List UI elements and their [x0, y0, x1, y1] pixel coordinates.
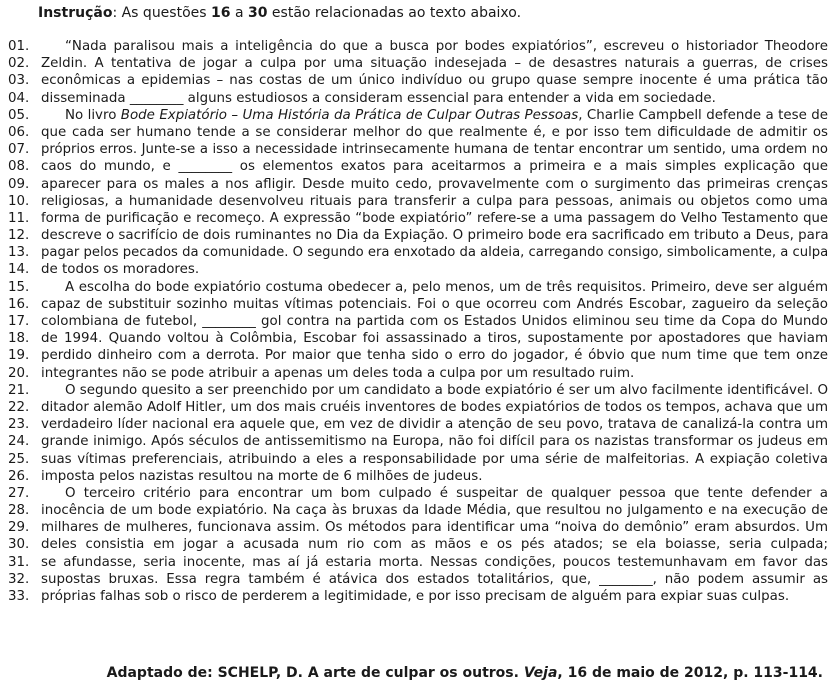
- text-line: [8, 519, 828, 536]
- line-text: se afundasse, seria inocente, mas aí já estaria morta. Nessas condições, poucos testemunhavam em favor das: [41, 554, 828, 570]
- line-number: 02.: [8, 56, 30, 72]
- source-prefix: Adaptado de: SCHELP, D. A arte de culpar os outros.: [106, 665, 524, 681]
- line-text: Zeldin. A tentativa de jogar a culpa por uma situação indesejada – de desastres naturais a guerras, de crises: [41, 56, 828, 72]
- text-line: [8, 124, 828, 141]
- line-text: A escolha do bode expiatório costuma obedecer a, pelo menos, um de três requisitos. Primeiro, deve ser alguém: [65, 279, 828, 295]
- line-number: 26.: [8, 468, 30, 484]
- line-number: 32.: [8, 571, 30, 587]
- text-line: [8, 55, 828, 72]
- line-text: suas vítimas preferenciais, atribuindo a eles a responsabilidade por uma série de malfeitorias. A expiação coletiva: [41, 451, 828, 467]
- line-text: deles consistia em jogar a acusada num rio com as mãos e os pés atados; se ela boiasse, seria culpada;: [41, 537, 828, 553]
- text-line: [8, 210, 828, 227]
- line-text: inocência de um bode expiatório. Na caça às bruxas da Idade Média, que resultou no julgamento e na execução de: [41, 503, 828, 519]
- text-line: [8, 38, 828, 55]
- line-text: “Nada paralisou mais a inteligência do que a busca por bodes expiatórios”, escreveu o historiador Theodore: [65, 39, 828, 54]
- text-line: [8, 416, 828, 433]
- text-line: [8, 571, 828, 588]
- line-number: 10.: [8, 193, 30, 209]
- line-text: de 1994. Quando voltou à Colômbia, Escobar foi assassinado a tiros, supostamente por apostadores que haviam: [41, 331, 828, 347]
- line-text: de todos os moradores.: [41, 262, 200, 278]
- line-text: milhares de mulheres, funcionava assim. Os métodos para identificar uma “noiva do demônio” eram absurdos. Um: [41, 520, 828, 536]
- text-line: [8, 72, 828, 89]
- line-number: 07.: [8, 142, 30, 158]
- line-number: 15.: [8, 279, 30, 295]
- line-text: supostas bruxas. Essa regra também é atávica dos estados totalitários, que, ________, não podem assumir as: [41, 571, 828, 587]
- text-line: [8, 433, 828, 450]
- line-number: 01.: [8, 39, 30, 54]
- text-line: [8, 158, 828, 175]
- line-number: 27.: [8, 485, 30, 501]
- instruction-text: estão relacionadas ao texto abaixo.: [267, 5, 522, 21]
- text-line: [8, 468, 828, 485]
- text-line: [8, 244, 828, 261]
- line-text: imposta pelos nazistas resultou na morte de 6 milhões de judeus.: [41, 468, 483, 484]
- text-line: [8, 502, 828, 519]
- text-line: [8, 193, 828, 210]
- line-text: aparecer para os males a nos afligir. Desde muito cedo, provavelmente com o surgimento das primeiras crenças: [41, 176, 828, 192]
- text-line: [8, 313, 828, 330]
- line-text: O segundo quesito a ser preenchido por um candidato a bode expiatório é ser um alvo facilmente identificável. O: [65, 382, 828, 398]
- text-line: [8, 107, 828, 124]
- line-number: 04.: [8, 90, 30, 106]
- text-line: [8, 330, 828, 347]
- line-text: verdadeiro líder nacional era aquele que, em vez de dividir a atenção de seu povo, tratava de canalizá-la contra um: [41, 417, 828, 433]
- line-number: 14.: [8, 262, 30, 278]
- line-number: 13.: [8, 245, 30, 261]
- line-text: grande inimigo. Após séculos de antissemitismo na Europa, não foi difícil para os nazistas transformar os judeus em: [41, 434, 828, 450]
- text-line: [8, 399, 828, 416]
- line-number: 23.: [8, 417, 30, 433]
- line-number: 19.: [8, 348, 30, 364]
- source-citation: [107, 665, 823, 681]
- line-text: integrantes não se pode atribuir a apenas um deles toda a culpa por um resultado ruim.: [41, 365, 635, 381]
- text-line: [8, 90, 828, 107]
- line-number: 25.: [8, 451, 30, 467]
- text-line: [8, 485, 828, 502]
- line-text: O terceiro critério para encontrar um bom culpado é suspeitar de qualquer pessoa que tente defender a: [65, 485, 828, 501]
- line-number: 24.: [8, 434, 30, 450]
- text-line: [8, 382, 828, 399]
- line-number: 30.: [8, 537, 30, 553]
- line-text: ditador alemão Adolf Hitler, um dos mais cruéis inventores de bodes expiatórios de todos os tempos, achava que um: [41, 399, 829, 415]
- instruction-text: a: [230, 5, 248, 21]
- source-magazine: Veja: [523, 665, 558, 681]
- text-line: [8, 227, 828, 244]
- line-number: 16.: [8, 296, 30, 312]
- line-number: 03.: [8, 73, 30, 89]
- text-line: [8, 365, 828, 382]
- line-number: 21.: [8, 382, 30, 398]
- text-line: [8, 141, 828, 158]
- line-number: 33.: [8, 589, 30, 604]
- text-line: [8, 261, 828, 278]
- line-text: pagar pelos pecados da comunidade. O segundo era enxotado da aldeia, carregando consigo, simbolicamente, a culpa: [41, 245, 829, 261]
- question-end: 30: [247, 5, 268, 21]
- line-number: 09.: [8, 176, 30, 192]
- book-title: Bode Expiatório – Uma História da Prática de Culpar Outras Pessoas: [120, 107, 579, 123]
- line-text: capaz de substituir sozinho muitas vítimas potenciais. Foi o que ocorreu com Andrés Escobar, zagueiro da seleção: [41, 296, 828, 312]
- line-text: econômicas a epidemias – nas costas de um único indivíduo ou grupo quase sempre inocente é uma prática tão: [41, 73, 828, 89]
- instruction-text: : As questões: [112, 5, 212, 21]
- text-body: [8, 38, 828, 605]
- line-text: perdido dinheiro com a derrota. Por maior que tenha sido o erro do jogador, é óbvio que num time que tem onze: [41, 348, 828, 364]
- text-line: [8, 588, 828, 605]
- text-line: [8, 451, 828, 468]
- question-start: 16: [211, 5, 231, 21]
- line-number: 22.: [8, 399, 30, 415]
- line-number: 28.: [8, 503, 30, 519]
- text-line: [8, 347, 828, 364]
- text-line: [8, 279, 828, 296]
- text-line: [8, 176, 828, 193]
- line-text: colombiana de futebol, ________ gol contra na partida com os Estados Unidos eliminou seu time da Copa do Mundo: [41, 314, 828, 329]
- line-number: 18.: [8, 331, 30, 347]
- instruction: [38, 5, 521, 21]
- line-text: caos do mundo, e ________ os elementos exatos para aceitarmos a primeira e a mais simples explicação que: [41, 159, 828, 175]
- line-number: 31.: [8, 554, 30, 570]
- line-text: No livro Bode Expiatório – Uma História da Prática de Culpar Outras Pessoas, Charlie Campbell defende a tese de: [65, 107, 828, 123]
- instruction-label: Instrução: [38, 5, 113, 21]
- line-text: próprios erros. Junte-se a isso a necessidade intrinsecamente humana de tentar encontrar um sentido, uma ordem no: [41, 142, 828, 158]
- source-suffix: , 16 de maio de 2012, p. 113-114.: [557, 665, 823, 681]
- line-number: 29.: [8, 520, 30, 536]
- line-text: próprias falhas sob o risco de perderem a legitimidade, e por isso precisam de alguém para expiar suas culpas.: [41, 589, 790, 604]
- line-number: 17.: [8, 314, 30, 329]
- line-number: 08.: [8, 159, 30, 175]
- line-number: 06.: [8, 124, 30, 140]
- line-number: 20.: [8, 365, 30, 381]
- line-text: disseminada ________ alguns estudiosos a consideram essencial para entender a vida em sociedade.: [41, 90, 716, 106]
- line-number: 12.: [8, 228, 30, 244]
- line-text: religiosas, a humanidade desenvolveu rituais para transferir a culpa para pessoas, animais ou objetos como uma: [41, 193, 828, 209]
- line-text: forma de purificação e recomeço. A expressão “bode expiatório” refere-se a uma passagem do Velho Testamento que: [41, 210, 828, 226]
- line-number: 05.: [8, 107, 30, 123]
- line-text: descreve o sacrifício de dois ruminantes no Dia da Expiação. O primeiro bode era sacrificado em tributo a Deus, para: [41, 228, 829, 244]
- line-number: 11.: [8, 210, 30, 226]
- text-line: [8, 536, 828, 553]
- text-line: [8, 296, 828, 313]
- line-text: que cada ser humano tende a se considerar melhor do que realmente é, e por isso tem dificuldade de admitir os: [41, 124, 828, 140]
- text-line: [8, 554, 828, 571]
